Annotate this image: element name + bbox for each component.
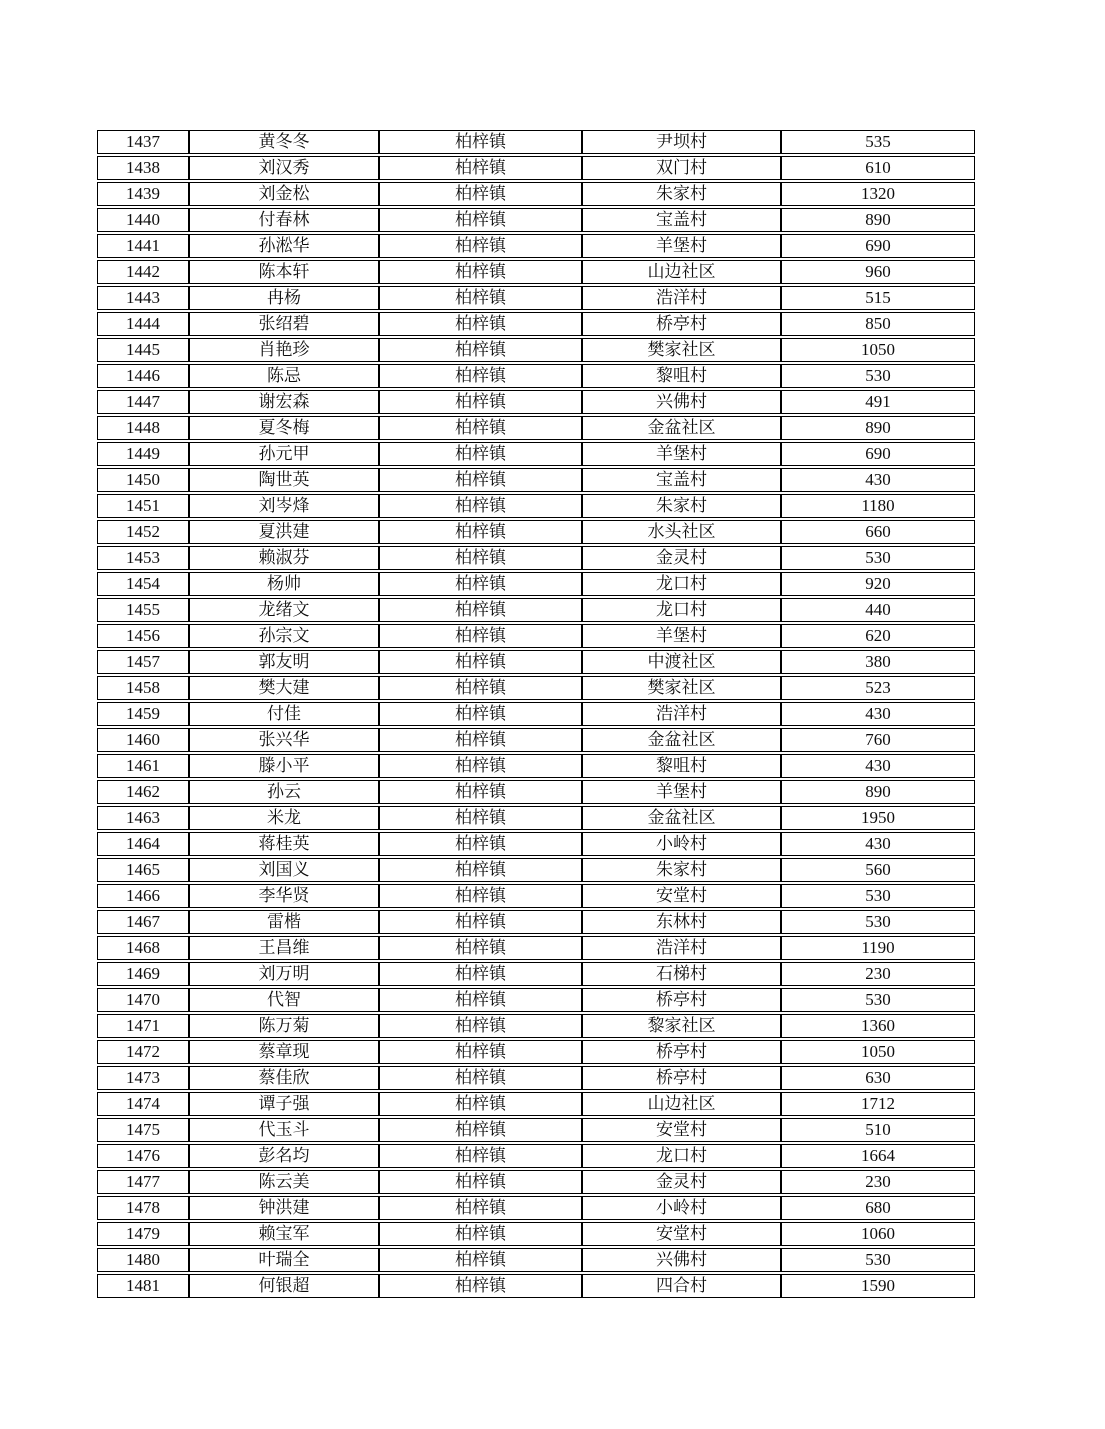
town-cell: 柏梓镇: [379, 1144, 582, 1168]
amount-cell: 430: [781, 702, 975, 726]
serial-cell: 1460: [97, 728, 189, 752]
amount-cell: 530: [781, 364, 975, 388]
table-row: [97, 884, 975, 908]
name-cell: 谢宏森: [189, 390, 379, 414]
village-cell: 黎家社区: [582, 1014, 781, 1038]
amount-cell: 560: [781, 858, 975, 882]
table-row: [97, 780, 975, 804]
name-cell: 杨帅: [189, 572, 379, 596]
table-row: [97, 468, 975, 492]
name-cell: 孙宗文: [189, 624, 379, 648]
table-row: [97, 1014, 975, 1038]
table-row: [97, 208, 975, 232]
name-cell: 叶瑞全: [189, 1248, 379, 1272]
town-cell: 柏梓镇: [379, 806, 582, 830]
village-cell: 朱家村: [582, 858, 781, 882]
amount-cell: 1950: [781, 806, 975, 830]
village-cell: 羊堡村: [582, 780, 781, 804]
serial-cell: 1444: [97, 312, 189, 336]
name-cell: 陈云美: [189, 1170, 379, 1194]
town-cell: 柏梓镇: [379, 650, 582, 674]
table-row: [97, 1248, 975, 1272]
table-row: [97, 988, 975, 1012]
village-cell: 浩洋村: [582, 702, 781, 726]
town-cell: 柏梓镇: [379, 962, 582, 986]
table-row: [97, 416, 975, 440]
village-cell: 双门村: [582, 156, 781, 180]
town-cell: 柏梓镇: [379, 520, 582, 544]
serial-cell: 1448: [97, 416, 189, 440]
serial-cell: 1453: [97, 546, 189, 570]
serial-cell: 1449: [97, 442, 189, 466]
serial-cell: 1481: [97, 1274, 189, 1298]
name-cell: 夏洪建: [189, 520, 379, 544]
town-cell: 柏梓镇: [379, 598, 582, 622]
serial-cell: 1472: [97, 1040, 189, 1064]
amount-cell: 510: [781, 1118, 975, 1142]
table-row: [97, 806, 975, 830]
amount-cell: 1180: [781, 494, 975, 518]
town-cell: 柏梓镇: [379, 910, 582, 934]
serial-cell: 1463: [97, 806, 189, 830]
serial-cell: 1479: [97, 1222, 189, 1246]
serial-cell: 1438: [97, 156, 189, 180]
town-cell: 柏梓镇: [379, 260, 582, 284]
amount-cell: 890: [781, 416, 975, 440]
village-cell: 朱家村: [582, 182, 781, 206]
village-cell: 石梯村: [582, 962, 781, 986]
table-row: [97, 598, 975, 622]
town-cell: 柏梓镇: [379, 884, 582, 908]
name-cell: 龙绪文: [189, 598, 379, 622]
name-cell: 彭名均: [189, 1144, 379, 1168]
table-row: [97, 1118, 975, 1142]
village-cell: 桥亭村: [582, 988, 781, 1012]
town-cell: 柏梓镇: [379, 936, 582, 960]
amount-cell: 960: [781, 260, 975, 284]
name-cell: 孙云: [189, 780, 379, 804]
village-cell: 金灵村: [582, 546, 781, 570]
name-cell: 黄冬冬: [189, 130, 379, 154]
serial-cell: 1455: [97, 598, 189, 622]
table-row: [97, 702, 975, 726]
amount-cell: 430: [781, 754, 975, 778]
village-cell: 桥亭村: [582, 1040, 781, 1064]
roster-table: [97, 128, 975, 1300]
table-row: [97, 182, 975, 206]
town-cell: 柏梓镇: [379, 1274, 582, 1298]
name-cell: 李华贤: [189, 884, 379, 908]
name-cell: 张兴华: [189, 728, 379, 752]
amount-cell: 1190: [781, 936, 975, 960]
town-cell: 柏梓镇: [379, 832, 582, 856]
village-cell: 金盆社区: [582, 806, 781, 830]
town-cell: 柏梓镇: [379, 416, 582, 440]
village-cell: 宝盖村: [582, 208, 781, 232]
amount-cell: 430: [781, 468, 975, 492]
village-cell: 兴佛村: [582, 1248, 781, 1272]
serial-cell: 1450: [97, 468, 189, 492]
town-cell: 柏梓镇: [379, 1248, 582, 1272]
name-cell: 孙淞华: [189, 234, 379, 258]
amount-cell: 680: [781, 1196, 975, 1220]
table-row: [97, 156, 975, 180]
table-row: [97, 442, 975, 466]
town-cell: 柏梓镇: [379, 286, 582, 310]
serial-cell: 1473: [97, 1066, 189, 1090]
amount-cell: 530: [781, 1248, 975, 1272]
village-cell: 朱家村: [582, 494, 781, 518]
amount-cell: 530: [781, 910, 975, 934]
table-row: [97, 832, 975, 856]
town-cell: 柏梓镇: [379, 702, 582, 726]
name-cell: 雷楷: [189, 910, 379, 934]
name-cell: 蒋桂英: [189, 832, 379, 856]
name-cell: 刘金松: [189, 182, 379, 206]
village-cell: 水头社区: [582, 520, 781, 544]
village-cell: 安堂村: [582, 884, 781, 908]
amount-cell: 430: [781, 832, 975, 856]
village-cell: 金盆社区: [582, 728, 781, 752]
village-cell: 羊堡村: [582, 442, 781, 466]
village-cell: 宝盖村: [582, 468, 781, 492]
amount-cell: 515: [781, 286, 975, 310]
serial-cell: 1445: [97, 338, 189, 362]
name-cell: 张绍碧: [189, 312, 379, 336]
name-cell: 郭友明: [189, 650, 379, 674]
amount-cell: 530: [781, 988, 975, 1012]
town-cell: 柏梓镇: [379, 338, 582, 362]
town-cell: 柏梓镇: [379, 494, 582, 518]
table-row: [97, 1092, 975, 1116]
town-cell: 柏梓镇: [379, 1170, 582, 1194]
town-cell: 柏梓镇: [379, 1118, 582, 1142]
town-cell: 柏梓镇: [379, 312, 582, 336]
amount-cell: 535: [781, 130, 975, 154]
name-cell: 蔡佳欣: [189, 1066, 379, 1090]
town-cell: 柏梓镇: [379, 728, 582, 752]
town-cell: 柏梓镇: [379, 182, 582, 206]
amount-cell: 850: [781, 312, 975, 336]
serial-cell: 1452: [97, 520, 189, 544]
town-cell: 柏梓镇: [379, 156, 582, 180]
table-row: [97, 1222, 975, 1246]
serial-cell: 1471: [97, 1014, 189, 1038]
village-cell: 浩洋村: [582, 936, 781, 960]
amount-cell: 920: [781, 572, 975, 596]
serial-cell: 1470: [97, 988, 189, 1012]
serial-cell: 1459: [97, 702, 189, 726]
table-row: [97, 910, 975, 934]
name-cell: 谭子强: [189, 1092, 379, 1116]
name-cell: 夏冬梅: [189, 416, 379, 440]
village-cell: 安堂村: [582, 1222, 781, 1246]
table-row: [97, 494, 975, 518]
name-cell: 陈万菊: [189, 1014, 379, 1038]
village-cell: 黎咀村: [582, 364, 781, 388]
serial-cell: 1458: [97, 676, 189, 700]
town-cell: 柏梓镇: [379, 468, 582, 492]
name-cell: 滕小平: [189, 754, 379, 778]
name-cell: 陈本轩: [189, 260, 379, 284]
serial-cell: 1469: [97, 962, 189, 986]
town-cell: 柏梓镇: [379, 988, 582, 1012]
amount-cell: 1050: [781, 338, 975, 362]
village-cell: 山边社区: [582, 1092, 781, 1116]
serial-cell: 1456: [97, 624, 189, 648]
village-cell: 龙口村: [582, 572, 781, 596]
amount-cell: 890: [781, 780, 975, 804]
amount-cell: 230: [781, 1170, 975, 1194]
town-cell: 柏梓镇: [379, 1066, 582, 1090]
table-row: [97, 1196, 975, 1220]
table-row: [97, 1170, 975, 1194]
table-row: [97, 728, 975, 752]
serial-cell: 1476: [97, 1144, 189, 1168]
amount-cell: 690: [781, 234, 975, 258]
serial-cell: 1457: [97, 650, 189, 674]
serial-cell: 1475: [97, 1118, 189, 1142]
town-cell: 柏梓镇: [379, 1222, 582, 1246]
name-cell: 刘国义: [189, 858, 379, 882]
village-cell: 四合村: [582, 1274, 781, 1298]
town-cell: 柏梓镇: [379, 1040, 582, 1064]
amount-cell: 1320: [781, 182, 975, 206]
serial-cell: 1440: [97, 208, 189, 232]
table-row: [97, 1040, 975, 1064]
name-cell: 代玉斗: [189, 1118, 379, 1142]
name-cell: 付春林: [189, 208, 379, 232]
name-cell: 王昌维: [189, 936, 379, 960]
name-cell: 冉杨: [189, 286, 379, 310]
amount-cell: 1590: [781, 1274, 975, 1298]
serial-cell: 1442: [97, 260, 189, 284]
amount-cell: 630: [781, 1066, 975, 1090]
town-cell: 柏梓镇: [379, 676, 582, 700]
serial-cell: 1477: [97, 1170, 189, 1194]
serial-cell: 1447: [97, 390, 189, 414]
name-cell: 米龙: [189, 806, 379, 830]
town-cell: 柏梓镇: [379, 234, 582, 258]
village-cell: 东林村: [582, 910, 781, 934]
village-cell: 浩洋村: [582, 286, 781, 310]
town-cell: 柏梓镇: [379, 1196, 582, 1220]
table-row: [97, 1066, 975, 1090]
table-row: [97, 546, 975, 570]
village-cell: 金盆社区: [582, 416, 781, 440]
table-row: [97, 858, 975, 882]
name-cell: 孙元甲: [189, 442, 379, 466]
name-cell: 付佳: [189, 702, 379, 726]
village-cell: 小岭村: [582, 832, 781, 856]
table-row: [97, 130, 975, 154]
amount-cell: 440: [781, 598, 975, 622]
town-cell: 柏梓镇: [379, 208, 582, 232]
village-cell: 龙口村: [582, 598, 781, 622]
amount-cell: 230: [781, 962, 975, 986]
town-cell: 柏梓镇: [379, 442, 582, 466]
village-cell: 黎咀村: [582, 754, 781, 778]
village-cell: 尹坝村: [582, 130, 781, 154]
town-cell: 柏梓镇: [379, 130, 582, 154]
village-cell: 樊家社区: [582, 338, 781, 362]
serial-cell: 1446: [97, 364, 189, 388]
village-cell: 兴佛村: [582, 390, 781, 414]
amount-cell: 890: [781, 208, 975, 232]
village-cell: 龙口村: [582, 1144, 781, 1168]
village-cell: 小岭村: [582, 1196, 781, 1220]
table-row: [97, 624, 975, 648]
serial-cell: 1468: [97, 936, 189, 960]
table-row: [97, 962, 975, 986]
amount-cell: 1712: [781, 1092, 975, 1116]
amount-cell: 760: [781, 728, 975, 752]
serial-cell: 1451: [97, 494, 189, 518]
amount-cell: 660: [781, 520, 975, 544]
town-cell: 柏梓镇: [379, 754, 582, 778]
amount-cell: 523: [781, 676, 975, 700]
table-row: [97, 364, 975, 388]
name-cell: 刘万明: [189, 962, 379, 986]
amount-cell: 491: [781, 390, 975, 414]
name-cell: 蔡章现: [189, 1040, 379, 1064]
town-cell: 柏梓镇: [379, 624, 582, 648]
table-row: [97, 1274, 975, 1298]
town-cell: 柏梓镇: [379, 1092, 582, 1116]
serial-cell: 1478: [97, 1196, 189, 1220]
table-row: [97, 520, 975, 544]
village-cell: 樊家社区: [582, 676, 781, 700]
serial-cell: 1466: [97, 884, 189, 908]
serial-cell: 1461: [97, 754, 189, 778]
name-cell: 陈忌: [189, 364, 379, 388]
serial-cell: 1443: [97, 286, 189, 310]
village-cell: 羊堡村: [582, 234, 781, 258]
town-cell: 柏梓镇: [379, 390, 582, 414]
village-cell: 羊堡村: [582, 624, 781, 648]
name-cell: 代智: [189, 988, 379, 1012]
serial-cell: 1441: [97, 234, 189, 258]
serial-cell: 1439: [97, 182, 189, 206]
table-row: [97, 234, 975, 258]
amount-cell: 1664: [781, 1144, 975, 1168]
serial-cell: 1437: [97, 130, 189, 154]
village-cell: 桥亭村: [582, 312, 781, 336]
village-cell: 桥亭村: [582, 1066, 781, 1090]
town-cell: 柏梓镇: [379, 780, 582, 804]
table-row: [97, 338, 975, 362]
town-cell: 柏梓镇: [379, 572, 582, 596]
name-cell: 肖艳珍: [189, 338, 379, 362]
table-row: [97, 312, 975, 336]
table-row: [97, 754, 975, 778]
name-cell: 钟洪建: [189, 1196, 379, 1220]
name-cell: 陶世英: [189, 468, 379, 492]
village-cell: 中渡社区: [582, 650, 781, 674]
village-cell: 安堂村: [582, 1118, 781, 1142]
serial-cell: 1467: [97, 910, 189, 934]
name-cell: 刘岑烽: [189, 494, 379, 518]
amount-cell: 380: [781, 650, 975, 674]
village-cell: 金灵村: [582, 1170, 781, 1194]
amount-cell: 530: [781, 546, 975, 570]
serial-cell: 1454: [97, 572, 189, 596]
amount-cell: 690: [781, 442, 975, 466]
serial-cell: 1465: [97, 858, 189, 882]
table-row: [97, 1144, 975, 1168]
table-row: [97, 676, 975, 700]
table-row: [97, 650, 975, 674]
amount-cell: 610: [781, 156, 975, 180]
table-row: [97, 260, 975, 284]
serial-cell: 1462: [97, 780, 189, 804]
name-cell: 刘汉秀: [189, 156, 379, 180]
amount-cell: 620: [781, 624, 975, 648]
name-cell: 赖宝军: [189, 1222, 379, 1246]
serial-cell: 1474: [97, 1092, 189, 1116]
table-row: [97, 572, 975, 596]
amount-cell: 1060: [781, 1222, 975, 1246]
table-body: [97, 130, 975, 1298]
table-row: [97, 936, 975, 960]
name-cell: 何银超: [189, 1274, 379, 1298]
amount-cell: 1050: [781, 1040, 975, 1064]
table-row: [97, 286, 975, 310]
amount-cell: 530: [781, 884, 975, 908]
town-cell: 柏梓镇: [379, 858, 582, 882]
town-cell: 柏梓镇: [379, 364, 582, 388]
town-cell: 柏梓镇: [379, 1014, 582, 1038]
town-cell: 柏梓镇: [379, 546, 582, 570]
serial-cell: 1480: [97, 1248, 189, 1272]
village-cell: 山边社区: [582, 260, 781, 284]
amount-cell: 1360: [781, 1014, 975, 1038]
name-cell: 赖淑芬: [189, 546, 379, 570]
table-row: [97, 390, 975, 414]
serial-cell: 1464: [97, 832, 189, 856]
name-cell: 樊大建: [189, 676, 379, 700]
